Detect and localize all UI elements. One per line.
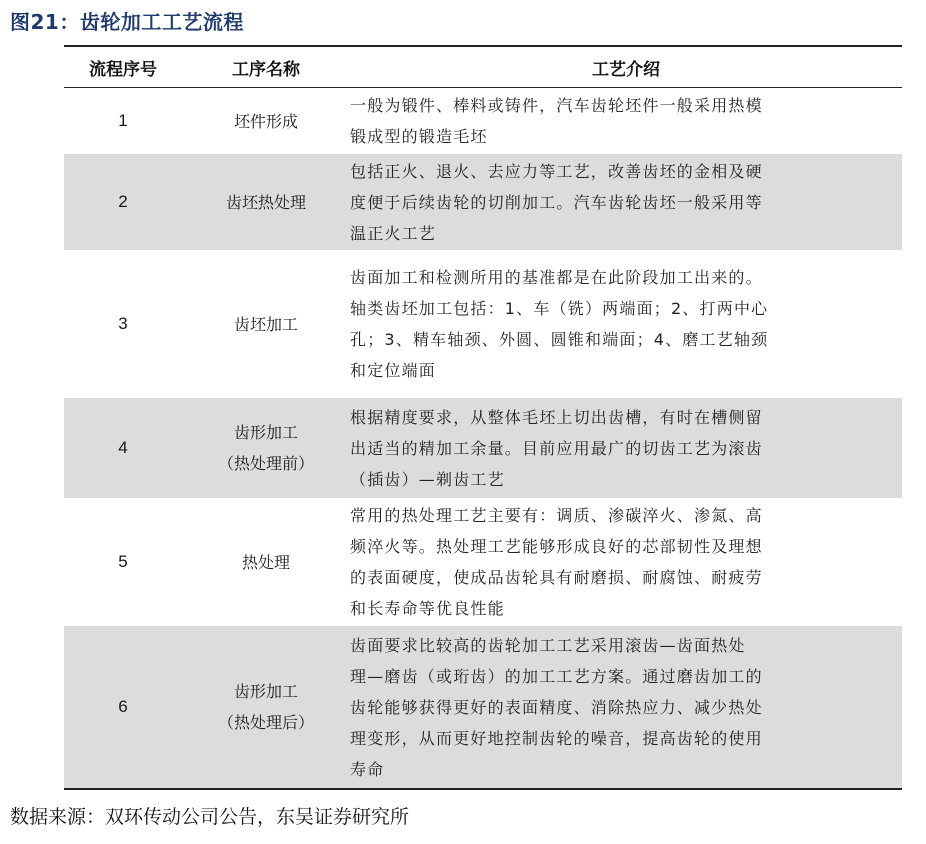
process-name-line: （热处理前） xyxy=(217,454,314,473)
desc-line: 包括正火、退火、去应力等工艺，改善齿坯的金相及硬 xyxy=(350,161,763,181)
desc-line: 一般为锻件、棒料或铸件，汽车齿轮坯件一般采用热模 xyxy=(350,96,763,115)
process-name-line: 齿坯热处理 xyxy=(225,192,306,212)
table-row xyxy=(64,498,902,626)
desc-line: （插齿）—剃齿工艺 xyxy=(350,469,505,489)
desc-line: 和定位端面 xyxy=(350,361,437,380)
desc-line: 寿命 xyxy=(350,759,385,779)
desc-line: 度便于后续齿轮的切削加工。汽车齿轮齿坯一般采用等 xyxy=(350,192,763,212)
process-desc xyxy=(350,402,902,495)
table-row xyxy=(64,626,902,788)
header-step-no: 流程序号 xyxy=(89,59,157,80)
process-name-line: 齿形加工 xyxy=(233,682,298,701)
desc-line: 温正火工艺 xyxy=(350,223,437,243)
desc-line: 出适当的精加工余量。目前应用最广的切齿工艺为滚齿 xyxy=(350,438,763,458)
desc-line: 锻成型的锻造毛坯 xyxy=(350,127,488,146)
process-desc xyxy=(350,262,902,386)
process-table xyxy=(64,45,902,790)
table-row xyxy=(64,154,902,250)
process-desc xyxy=(350,156,902,249)
process-name-line: 齿坯加工 xyxy=(233,314,298,334)
table-row xyxy=(64,250,902,398)
table-row xyxy=(64,398,902,498)
process-desc xyxy=(350,500,902,624)
desc-line: 的表面硬度，使成品齿轮具有耐磨损、耐腐蚀、耐疲劳 xyxy=(350,568,763,587)
figure-title: 图21：齿轮加工工艺流程 xyxy=(10,10,244,34)
process-name xyxy=(182,106,350,137)
desc-line: 轴类齿坯加工包括：1、车（铣）两端面；2、打两中心 xyxy=(350,299,769,318)
header-process-desc: 工艺介绍 xyxy=(592,59,660,80)
process-name xyxy=(182,547,350,578)
desc-line: 孔；3、精车轴颈、外圆、圆锥和端面；4、磨工艺轴颈 xyxy=(350,330,769,349)
step-no: 4 xyxy=(118,438,128,457)
desc-line: 和长寿命等优良性能 xyxy=(350,599,505,618)
process-name-line: （热处理后） xyxy=(217,713,314,732)
step-no: 3 xyxy=(118,314,128,333)
process-name-line: 坯件形成 xyxy=(233,111,298,131)
table-bottom-rule xyxy=(64,788,902,790)
desc-line: 齿面要求比较高的齿轮加工工艺采用滚齿—齿面热处 xyxy=(350,635,746,655)
table-header-row xyxy=(64,47,902,87)
process-name-line: 齿形加工 xyxy=(233,423,298,442)
table-row xyxy=(64,88,902,154)
process-name xyxy=(182,417,350,479)
process-name-line: 热处理 xyxy=(241,552,290,572)
process-name xyxy=(182,187,350,218)
step-no: 2 xyxy=(118,192,128,211)
desc-line: 根据精度要求，从整体毛坯上切出齿槽，有时在槽侧留 xyxy=(350,407,763,427)
data-source-note: 数据来源：双环传动公司公告，东吴证券研究所 xyxy=(10,806,410,828)
process-desc xyxy=(350,630,902,785)
header-process-name: 工序名称 xyxy=(232,59,300,80)
desc-line: 常用的热处理工艺主要有：调质、渗碳淬火、渗氮、高 xyxy=(350,506,763,525)
process-name xyxy=(182,309,350,340)
desc-line: 理变形，从而更好地控制齿轮的噪音，提高齿轮的使用 xyxy=(350,728,763,748)
process-name xyxy=(182,676,350,738)
step-no: 1 xyxy=(118,111,128,130)
process-desc xyxy=(350,90,902,152)
step-no: 5 xyxy=(118,552,128,571)
desc-line: 理—磨齿（或珩齿）的加工工艺方案。通过磨齿加工的 xyxy=(350,666,763,686)
desc-line: 频淬火等。热处理工艺能够形成良好的芯部韧性及理想 xyxy=(350,537,763,556)
step-no: 6 xyxy=(118,697,128,716)
desc-line: 齿轮能够获得更好的表面精度、消除热应力、减少热处 xyxy=(350,697,763,717)
desc-line: 齿面加工和检测所用的基准都是在此阶段加工出来的。 xyxy=(350,268,763,287)
